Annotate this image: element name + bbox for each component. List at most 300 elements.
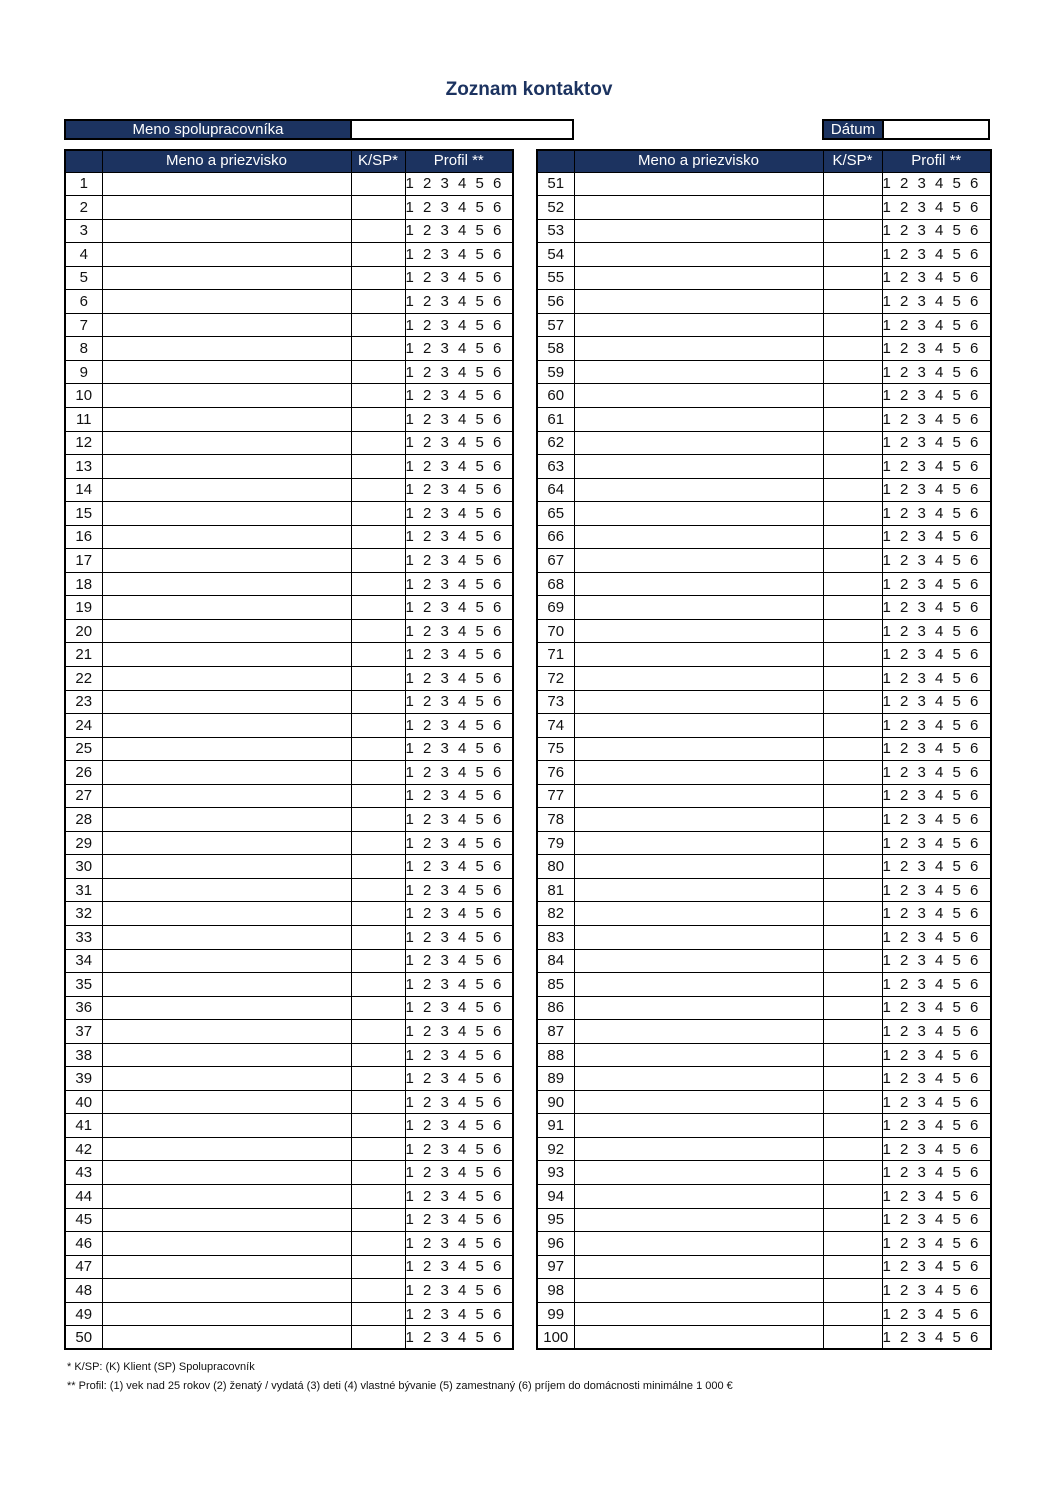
profile-option[interactable]: 3 — [440, 269, 449, 287]
profile-option[interactable]: 4 — [458, 1164, 467, 1182]
profile-option[interactable]: 1 — [882, 504, 891, 522]
profile-cell[interactable] — [882, 1279, 991, 1303]
profile-option[interactable]: 2 — [900, 340, 909, 358]
profile-option[interactable]: 2 — [423, 1117, 432, 1135]
profile-option[interactable]: 1 — [882, 928, 891, 946]
profile-option[interactable]: 5 — [475, 410, 484, 428]
profile-option[interactable]: 4 — [458, 504, 467, 522]
profile-option[interactable]: 1 — [405, 457, 414, 475]
profile-cell[interactable] — [882, 407, 991, 431]
profile-cell[interactable] — [405, 1326, 513, 1350]
profile-option[interactable]: 4 — [935, 646, 944, 664]
profile-option[interactable]: 5 — [952, 410, 961, 428]
profile-option[interactable]: 3 — [440, 1305, 449, 1323]
name-cell[interactable] — [574, 902, 823, 926]
profile-cell[interactable] — [405, 666, 513, 690]
profile-option[interactable]: 5 — [475, 387, 484, 405]
profile-option[interactable]: 5 — [475, 881, 484, 899]
profile-option[interactable]: 3 — [917, 928, 926, 946]
profile-option[interactable]: 6 — [970, 646, 979, 664]
profile-cell[interactable] — [405, 196, 513, 220]
ksp-cell[interactable] — [351, 219, 405, 243]
profile-option[interactable]: 5 — [952, 787, 961, 805]
name-cell[interactable] — [102, 1020, 351, 1044]
name-cell[interactable] — [102, 1279, 351, 1303]
profile-option[interactable]: 5 — [952, 763, 961, 781]
profile-option[interactable]: 2 — [423, 457, 432, 475]
profile-option[interactable]: 5 — [952, 175, 961, 193]
profile-option[interactable]: 5 — [952, 575, 961, 593]
profile-option[interactable]: 6 — [970, 504, 979, 522]
profile-option[interactable]: 4 — [935, 410, 944, 428]
profile-option[interactable]: 5 — [952, 1305, 961, 1323]
profile-option[interactable]: 2 — [900, 763, 909, 781]
profile-option[interactable]: 4 — [935, 1258, 944, 1276]
profile-option[interactable]: 4 — [935, 952, 944, 970]
profile-option[interactable]: 3 — [917, 410, 926, 428]
profile-option[interactable]: 5 — [952, 952, 961, 970]
profile-option[interactable]: 6 — [970, 528, 979, 546]
profile-option[interactable]: 4 — [458, 669, 467, 687]
profile-option[interactable]: 5 — [475, 198, 484, 216]
profile-option[interactable]: 5 — [952, 1093, 961, 1111]
profile-option[interactable]: 6 — [493, 811, 502, 829]
profile-option[interactable]: 1 — [405, 316, 414, 334]
profile-cell[interactable] — [882, 1137, 991, 1161]
name-cell[interactable] — [574, 360, 823, 384]
profile-option[interactable]: 6 — [970, 1070, 979, 1088]
ksp-cell[interactable] — [351, 596, 405, 620]
name-cell[interactable] — [574, 855, 823, 879]
profile-option[interactable]: 6 — [970, 1305, 979, 1323]
profile-option[interactable]: 6 — [493, 1022, 502, 1040]
profile-cell[interactable] — [882, 761, 991, 785]
profile-option[interactable]: 6 — [493, 269, 502, 287]
profile-option[interactable]: 5 — [475, 1187, 484, 1205]
ksp-cell[interactable] — [823, 1232, 882, 1256]
profile-option[interactable]: 4 — [935, 175, 944, 193]
profile-option[interactable]: 4 — [458, 363, 467, 381]
profile-cell[interactable] — [405, 1067, 513, 1091]
profile-option[interactable]: 1 — [405, 575, 414, 593]
profile-option[interactable]: 5 — [475, 622, 484, 640]
ksp-cell[interactable] — [823, 949, 882, 973]
ksp-cell[interactable] — [351, 196, 405, 220]
profile-option[interactable]: 5 — [475, 834, 484, 852]
name-cell[interactable] — [102, 549, 351, 573]
profile-option[interactable]: 1 — [882, 811, 891, 829]
profile-option[interactable]: 6 — [493, 457, 502, 475]
ksp-cell[interactable] — [823, 502, 882, 526]
profile-option[interactable]: 2 — [900, 1164, 909, 1182]
profile-option[interactable]: 2 — [900, 528, 909, 546]
profile-option[interactable]: 5 — [475, 693, 484, 711]
profile-option[interactable]: 2 — [423, 1305, 432, 1323]
ksp-cell[interactable] — [351, 1067, 405, 1091]
profile-option[interactable]: 5 — [475, 481, 484, 499]
profile-cell[interactable] — [405, 1185, 513, 1209]
profile-cell[interactable] — [882, 666, 991, 690]
name-cell[interactable] — [102, 219, 351, 243]
profile-cell[interactable] — [405, 525, 513, 549]
profile-option[interactable]: 1 — [405, 1022, 414, 1040]
profile-option[interactable]: 5 — [952, 693, 961, 711]
profile-option[interactable]: 5 — [475, 363, 484, 381]
profile-cell[interactable] — [882, 290, 991, 314]
ksp-cell[interactable] — [351, 478, 405, 502]
profile-option[interactable]: 5 — [475, 1046, 484, 1064]
ksp-cell[interactable] — [351, 1161, 405, 1185]
profile-option[interactable]: 2 — [423, 811, 432, 829]
name-cell[interactable] — [574, 1090, 823, 1114]
profile-option[interactable]: 5 — [952, 316, 961, 334]
profile-option[interactable]: 3 — [917, 834, 926, 852]
profile-option[interactable]: 3 — [440, 245, 449, 263]
name-cell[interactable] — [574, 1020, 823, 1044]
profile-option[interactable]: 1 — [405, 410, 414, 428]
profile-option[interactable]: 5 — [952, 716, 961, 734]
profile-option[interactable]: 5 — [952, 928, 961, 946]
profile-option[interactable]: 1 — [405, 811, 414, 829]
profile-cell[interactable] — [882, 1067, 991, 1091]
profile-option[interactable]: 3 — [917, 669, 926, 687]
profile-cell[interactable] — [405, 337, 513, 361]
profile-option[interactable]: 2 — [423, 952, 432, 970]
profile-option[interactable]: 2 — [423, 1234, 432, 1252]
profile-cell[interactable] — [405, 455, 513, 479]
profile-option[interactable]: 3 — [440, 316, 449, 334]
profile-option[interactable]: 1 — [405, 999, 414, 1017]
profile-option[interactable]: 3 — [440, 552, 449, 570]
profile-option[interactable]: 2 — [423, 669, 432, 687]
name-cell[interactable] — [574, 1255, 823, 1279]
profile-option[interactable]: 5 — [475, 928, 484, 946]
profile-cell[interactable] — [882, 1043, 991, 1067]
profile-option[interactable]: 5 — [952, 811, 961, 829]
profile-option[interactable]: 1 — [405, 1117, 414, 1135]
profile-option[interactable]: 1 — [882, 1046, 891, 1064]
profile-option[interactable]: 1 — [882, 316, 891, 334]
profile-option[interactable]: 2 — [423, 1187, 432, 1205]
profile-option[interactable]: 5 — [475, 905, 484, 923]
ksp-cell[interactable] — [823, 666, 882, 690]
ksp-cell[interactable] — [823, 431, 882, 455]
name-cell[interactable] — [102, 407, 351, 431]
profile-option[interactable]: 3 — [917, 622, 926, 640]
ksp-cell[interactable] — [351, 737, 405, 761]
profile-option[interactable]: 1 — [405, 198, 414, 216]
ksp-cell[interactable] — [823, 902, 882, 926]
profile-option[interactable]: 4 — [935, 457, 944, 475]
profile-option[interactable]: 4 — [935, 269, 944, 287]
profile-option[interactable]: 5 — [952, 1164, 961, 1182]
profile-option[interactable]: 5 — [475, 787, 484, 805]
ksp-cell[interactable] — [823, 360, 882, 384]
profile-option[interactable]: 3 — [917, 1234, 926, 1252]
profile-option[interactable]: 3 — [440, 1328, 449, 1346]
name-cell[interactable] — [574, 1302, 823, 1326]
profile-option[interactable]: 4 — [935, 1211, 944, 1229]
profile-option[interactable]: 2 — [423, 787, 432, 805]
profile-option[interactable]: 4 — [935, 669, 944, 687]
profile-option[interactable]: 6 — [970, 928, 979, 946]
profile-option[interactable]: 1 — [882, 1281, 891, 1299]
profile-option[interactable]: 6 — [970, 575, 979, 593]
profile-option[interactable]: 5 — [952, 669, 961, 687]
profile-option[interactable]: 2 — [423, 858, 432, 876]
profile-option[interactable]: 3 — [440, 975, 449, 993]
name-cell[interactable] — [574, 737, 823, 761]
profile-option[interactable]: 1 — [882, 457, 891, 475]
name-cell[interactable] — [574, 761, 823, 785]
profile-option[interactable]: 6 — [970, 1164, 979, 1182]
profile-option[interactable]: 6 — [493, 363, 502, 381]
profile-option[interactable]: 2 — [900, 1258, 909, 1276]
profile-option[interactable]: 2 — [900, 457, 909, 475]
profile-option[interactable]: 4 — [935, 811, 944, 829]
profile-cell[interactable] — [405, 384, 513, 408]
ksp-cell[interactable] — [823, 1185, 882, 1209]
profile-option[interactable]: 2 — [900, 999, 909, 1017]
profile-option[interactable]: 3 — [440, 646, 449, 664]
name-cell[interactable] — [102, 878, 351, 902]
profile-option[interactable]: 5 — [952, 293, 961, 310]
profile-option[interactable]: 2 — [423, 316, 432, 334]
name-cell[interactable] — [102, 973, 351, 997]
profile-option[interactable]: 2 — [423, 222, 432, 240]
ksp-cell[interactable] — [823, 1255, 882, 1279]
profile-option[interactable]: 4 — [458, 905, 467, 923]
ksp-cell[interactable] — [823, 266, 882, 290]
profile-option[interactable]: 1 — [882, 1140, 891, 1158]
ksp-cell[interactable] — [823, 596, 882, 620]
profile-cell[interactable] — [882, 1232, 991, 1256]
profile-option[interactable]: 4 — [458, 434, 467, 452]
profile-option[interactable]: 3 — [917, 1093, 926, 1111]
profile-option[interactable]: 6 — [970, 811, 979, 829]
profile-option[interactable]: 4 — [458, 1046, 467, 1064]
name-cell[interactable] — [102, 619, 351, 643]
profile-option[interactable]: 2 — [900, 646, 909, 664]
profile-option[interactable]: 5 — [952, 1328, 961, 1346]
ksp-cell[interactable] — [351, 1302, 405, 1326]
profile-option[interactable]: 6 — [970, 269, 979, 287]
name-cell[interactable] — [102, 596, 351, 620]
profile-option[interactable]: 2 — [423, 622, 432, 640]
profile-option[interactable]: 5 — [952, 1070, 961, 1088]
name-cell[interactable] — [574, 1326, 823, 1350]
profile-option[interactable]: 1 — [882, 1234, 891, 1252]
profile-option[interactable]: 2 — [900, 811, 909, 829]
profile-option[interactable]: 4 — [935, 1093, 944, 1111]
profile-option[interactable]: 3 — [440, 952, 449, 970]
profile-option[interactable]: 4 — [458, 293, 467, 310]
profile-option[interactable]: 4 — [458, 1211, 467, 1229]
profile-option[interactable]: 3 — [440, 1093, 449, 1111]
profile-option[interactable]: 1 — [882, 175, 891, 193]
profile-option[interactable]: 6 — [493, 1281, 502, 1299]
profile-option[interactable]: 6 — [970, 222, 979, 240]
profile-option[interactable]: 2 — [423, 410, 432, 428]
profile-option[interactable]: 6 — [970, 198, 979, 216]
name-cell[interactable] — [102, 337, 351, 361]
name-cell[interactable] — [574, 407, 823, 431]
profile-option[interactable]: 2 — [423, 1093, 432, 1111]
name-cell[interactable] — [102, 313, 351, 337]
profile-option[interactable]: 2 — [423, 387, 432, 405]
profile-option[interactable]: 1 — [405, 1328, 414, 1346]
profile-option[interactable]: 5 — [475, 293, 484, 310]
name-cell[interactable] — [102, 1232, 351, 1256]
profile-option[interactable]: 1 — [882, 293, 891, 310]
profile-cell[interactable] — [882, 831, 991, 855]
name-cell[interactable] — [574, 243, 823, 267]
profile-option[interactable]: 4 — [458, 1328, 467, 1346]
profile-option[interactable]: 6 — [493, 763, 502, 781]
profile-cell[interactable] — [882, 596, 991, 620]
profile-option[interactable]: 6 — [493, 787, 502, 805]
profile-option[interactable]: 5 — [952, 222, 961, 240]
profile-option[interactable]: 4 — [458, 763, 467, 781]
profile-option[interactable]: 3 — [440, 834, 449, 852]
profile-option[interactable]: 3 — [917, 457, 926, 475]
ksp-cell[interactable] — [823, 1279, 882, 1303]
profile-option[interactable]: 5 — [475, 740, 484, 758]
name-cell[interactable] — [574, 502, 823, 526]
profile-option[interactable]: 4 — [458, 928, 467, 946]
profile-option[interactable]: 6 — [493, 1328, 502, 1346]
profile-cell[interactable] — [405, 784, 513, 808]
profile-option[interactable]: 3 — [440, 1281, 449, 1299]
name-cell[interactable] — [102, 455, 351, 479]
profile-option[interactable]: 6 — [493, 1305, 502, 1323]
profile-option[interactable]: 1 — [405, 693, 414, 711]
profile-option[interactable]: 3 — [917, 575, 926, 593]
profile-option[interactable]: 3 — [440, 1234, 449, 1252]
profile-option[interactable]: 6 — [493, 1234, 502, 1252]
profile-option[interactable]: 1 — [882, 1117, 891, 1135]
ksp-cell[interactable] — [351, 1326, 405, 1350]
profile-option[interactable]: 5 — [475, 716, 484, 734]
name-cell[interactable] — [574, 1114, 823, 1138]
profile-option[interactable]: 4 — [458, 575, 467, 593]
profile-option[interactable]: 2 — [423, 245, 432, 263]
name-cell[interactable] — [574, 196, 823, 220]
profile-option[interactable]: 6 — [493, 316, 502, 334]
profile-option[interactable]: 4 — [935, 528, 944, 546]
ksp-cell[interactable] — [823, 808, 882, 832]
profile-cell[interactable] — [882, 219, 991, 243]
profile-option[interactable]: 4 — [458, 716, 467, 734]
profile-option[interactable]: 4 — [458, 881, 467, 899]
name-cell[interactable] — [102, 243, 351, 267]
ksp-cell[interactable] — [351, 855, 405, 879]
profile-option[interactable]: 1 — [405, 387, 414, 405]
profile-option[interactable]: 1 — [882, 1093, 891, 1111]
profile-option[interactable]: 4 — [935, 975, 944, 993]
name-cell[interactable] — [574, 808, 823, 832]
profile-option[interactable]: 2 — [423, 834, 432, 852]
ksp-cell[interactable] — [823, 619, 882, 643]
profile-option[interactable]: 1 — [882, 1070, 891, 1088]
profile-option[interactable]: 1 — [882, 528, 891, 546]
ksp-cell[interactable] — [351, 431, 405, 455]
profile-option[interactable]: 3 — [917, 528, 926, 546]
profile-option[interactable]: 1 — [405, 1093, 414, 1111]
profile-option[interactable]: 6 — [970, 693, 979, 711]
profile-option[interactable]: 1 — [405, 599, 414, 617]
ksp-cell[interactable] — [823, 1326, 882, 1350]
name-cell[interactable] — [574, 431, 823, 455]
profile-option[interactable]: 1 — [882, 740, 891, 758]
profile-option[interactable]: 3 — [917, 222, 926, 240]
profile-option[interactable]: 5 — [475, 858, 484, 876]
profile-option[interactable]: 2 — [900, 410, 909, 428]
profile-option[interactable]: 1 — [405, 905, 414, 923]
profile-option[interactable]: 5 — [475, 999, 484, 1017]
profile-option[interactable]: 1 — [405, 245, 414, 263]
profile-option[interactable]: 3 — [917, 1305, 926, 1323]
ksp-cell[interactable] — [823, 172, 882, 196]
profile-cell[interactable] — [882, 808, 991, 832]
profile-cell[interactable] — [405, 407, 513, 431]
profile-cell[interactable] — [405, 1255, 513, 1279]
profile-option[interactable]: 4 — [458, 245, 467, 263]
profile-option[interactable]: 3 — [917, 316, 926, 334]
profile-option[interactable]: 4 — [458, 410, 467, 428]
profile-option[interactable]: 6 — [970, 905, 979, 923]
profile-option[interactable]: 3 — [917, 175, 926, 193]
profile-option[interactable]: 4 — [458, 552, 467, 570]
profile-option[interactable]: 6 — [970, 740, 979, 758]
profile-option[interactable]: 2 — [423, 1258, 432, 1276]
profile-option[interactable]: 1 — [405, 481, 414, 499]
profile-option[interactable]: 6 — [970, 387, 979, 405]
profile-option[interactable]: 1 — [405, 928, 414, 946]
profile-option[interactable]: 3 — [440, 175, 449, 193]
profile-option[interactable]: 4 — [458, 740, 467, 758]
profile-option[interactable]: 3 — [917, 881, 926, 899]
profile-option[interactable]: 1 — [405, 1234, 414, 1252]
profile-option[interactable]: 1 — [405, 952, 414, 970]
profile-option[interactable]: 6 — [493, 1093, 502, 1111]
profile-option[interactable]: 6 — [970, 1046, 979, 1064]
ksp-cell[interactable] — [823, 831, 882, 855]
profile-option[interactable]: 1 — [882, 787, 891, 805]
profile-option[interactable]: 3 — [440, 1022, 449, 1040]
profile-option[interactable]: 6 — [970, 1140, 979, 1158]
ksp-cell[interactable] — [823, 525, 882, 549]
profile-option[interactable]: 2 — [900, 363, 909, 381]
ksp-cell[interactable] — [351, 902, 405, 926]
ksp-cell[interactable] — [351, 666, 405, 690]
profile-option[interactable]: 3 — [440, 763, 449, 781]
profile-option[interactable]: 4 — [935, 1305, 944, 1323]
profile-cell[interactable] — [882, 902, 991, 926]
profile-option[interactable]: 4 — [935, 905, 944, 923]
profile-option[interactable]: 4 — [458, 999, 467, 1017]
profile-option[interactable]: 2 — [423, 740, 432, 758]
collaborator-field[interactable] — [350, 119, 574, 140]
profile-option[interactable]: 5 — [952, 1281, 961, 1299]
name-cell[interactable] — [574, 1279, 823, 1303]
profile-cell[interactable] — [882, 266, 991, 290]
profile-option[interactable]: 3 — [917, 363, 926, 381]
profile-option[interactable]: 6 — [970, 293, 979, 310]
profile-option[interactable]: 1 — [405, 293, 414, 310]
profile-option[interactable]: 4 — [458, 646, 467, 664]
profile-option[interactable]: 6 — [493, 905, 502, 923]
